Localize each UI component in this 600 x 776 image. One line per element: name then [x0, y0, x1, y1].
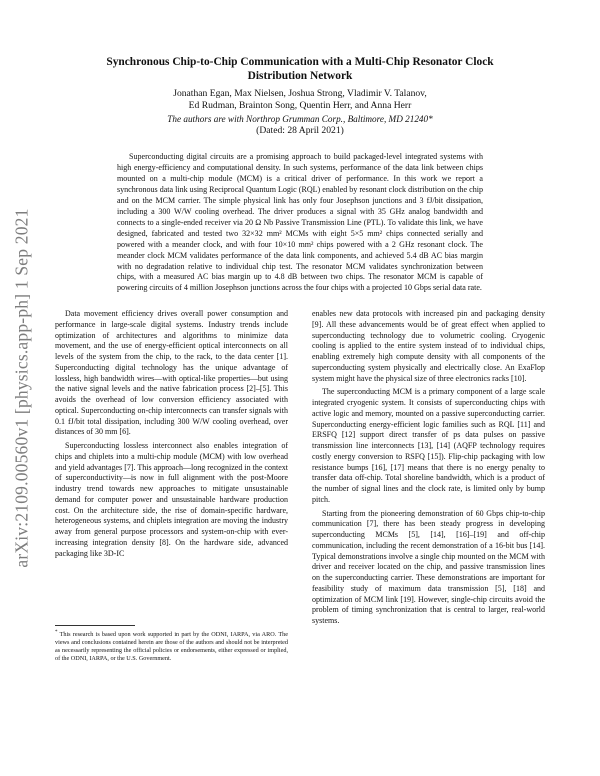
abstract-text: Superconducting digital circuits are a promising approach to build packaged-level integrated systems with high energy-efficiency and computational density. In such systems, performance of the data link between chips mounted on a multi-chip module (MCM) is a critical driver of performance. In this work we report a synchronous data link using Reciprocal Quantum Logic (RQL) enabled by resonant clock distribution on the chip and on the MCM carrier. The simple physical link has only four Josephson junctions and 3 fJ/bit dissipation, including a 300 W/W cooling overhead. The driver produces a signal with 35 GHz analog bandwidth and connects to a single-ended receiver via 20 Ω Nb Passive Transmission Line (PTL). To validate this link, we have designed, fabricated and tested two 32×32 mm² MCMs with eight 5×5 mm² chips connected serially and powered with a meander clock, and with four 10×10 mm² chips powered with a 2 GHz resonant clock. The meander clock MCM validates performance of the data link components, and achieved 5.4 dB AC bias margin with no degradation relative to individual chip test. The resonator MCM validates synchronization between chips, with a measured AC bias margin up to 4.8 dB between two chips. The resonator MCM is capable of powering circuits of 4 million Josephson junctions across the four chips with a projected 10 Gbps serial data rate.	[117, 152, 483, 293]
funding-footnote	[55, 629, 288, 663]
body-right-column	[312, 309, 545, 630]
author-list-line-1: Jonathan Egan, Max Nielsen, Joshua Strong, Vladimir V. Talanov,	[173, 88, 427, 99]
date-line: (Dated: 28 April 2021)	[256, 125, 344, 137]
arxiv-side-identifier	[0, 0, 44, 776]
body-paragraph: The superconducting MCM is a primary component of a large scale integrated cryogenic system. It consists of superconducting chips with active logic and memory, mounted on a passive superconducting carrier. Superconducting energy-efficient logic families such as RQL [11] and ERSFQ [12] support direct transfer of ps data pulses on passive transmission line interconnects [13], [14] (AQFP technology requires costly energy conversion to RSFQ [15]). Flip-chip packaging with low resistance bumps [16], [17] means that there is no energy penalty to transfer data off-chip. Total shoreline bandwidth, which is a product of the number of signal lines and the clock rate, is limited only by bump pitch.	[312, 387, 545, 504]
body-left-column	[55, 309, 288, 562]
paper-title: Synchronous Chip-to-Chip Communication with a Multi-Chip Resonator Clock Distribution Network	[106, 56, 494, 82]
body-paragraph: Data movement efficiency drives overall power consumption and performance in large-scale digital systems. Industry trends include optimization of architectures and algorithms to minimize data movement, and the use of energy-efficient optical interconnects on all levels of the system from the chip, to the rack, to the data center [1]. Superconducting digital technology has the unique advantage of lossless, high bandwidth wires—with optical-like properties—but using the native signal levels and the native fabrication process [2]–[5]. This avoids the overhead of low conversion efficiency associated with optical. Superconducting on-chip interconnects can transfer signals with 0.1 fJ/bit total dissipation, including 300 W/W cooling overhead, over distances of 30 mm [6].	[55, 309, 288, 437]
author-block	[90, 88, 510, 138]
body-paragraph: Starting from the pioneering demonstration of 60 Gbps chip-to-chip communication [7], there has been steady progress in developing superconducting MCMs [5], [14], [16]–[19] and off-chip communication, including the recent demonstration of a 16-bit bus [14]. Typical demonstrations involve a single chip mounted on the MCM with driver and receiver located on the chip, and passive transmission lines on the superconducting carrier. These demonstrations are important for feasibility study of maximum data transmission [5], [18] and optimization of MCM link [19]. However, single-chip circuits avoid the problem of timing synchronization that is central to larger, real-world systems.	[312, 508, 545, 625]
footnote-mark: *	[55, 630, 58, 635]
footnote-divider	[55, 625, 135, 626]
body-paragraph: Superconducting lossless interconnect also enables integration of chips and chiplets into a multi-chip module (MCM) with low overhead and yield advantages [7]. This approach—long recognized in the context of superconductivity—is now in full alignment with the post-Moore industry trend towards new approaches to mitigate unsustainable demand for computer power and unsustainable hardware production cost. On the architecture side, the rise of domain-specific hardware, heterogeneous systems, and chiplets integration are moving the industry away from general purpose processors and system-on-chip with ever-increasing integration density [8]. On the hardware side, advanced packaging like 3D-IC	[55, 441, 288, 558]
author-list-line-2: Ed Rudman, Brainton Song, Quentin Herr, and Anna Herr	[188, 100, 412, 112]
author-affiliation: The authors are with Northrop Grumman Corp., Baltimore, MD 21240*	[167, 113, 433, 124]
footnote-text: This research is based upon work supported in part by the ODNI, IARPA, via ARO. The views and conclusions contained herein are those of the authors and should not be interpreted as necessarily representing the official policies or endorsements, either expressed or implied, of the ODNI, IARPA, or the U.S. Government.	[55, 631, 288, 663]
abstract	[117, 152, 483, 294]
body-paragraph: enables new data protocols with increased pin and packaging density [9]. All these advancements would be of great effect when applied to superconducting technology due to volumetric cooling. Cryogenic cooling is applied to the entire system instead of to individual chips, enabling extremely high compute density with all components of the superconducting system physically and electrically close. An ExaFlop system might have the physical size of three electronics racks [10].	[312, 309, 545, 383]
arxiv-identifier-text: arXiv:2109.00560v1 [physics.app-ph] 1 Sep 2021	[11, 208, 32, 568]
